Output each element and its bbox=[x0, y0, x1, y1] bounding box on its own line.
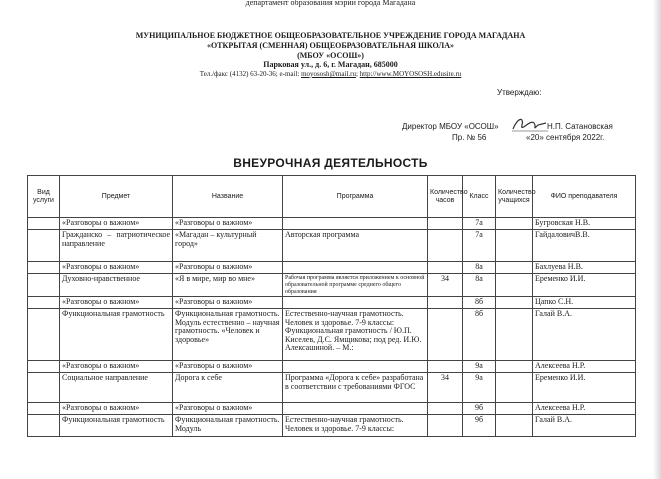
cell-hours bbox=[428, 415, 463, 437]
cell-teacher: Бугровская Н.В. bbox=[533, 218, 636, 230]
cell-class: 9а bbox=[463, 373, 496, 403]
cell-service-type bbox=[28, 415, 60, 437]
cell-service-type bbox=[28, 218, 60, 230]
org-address: Парковая ул., д. 6, г. Магадан, 685000 bbox=[263, 60, 398, 69]
cell-name: Функциональная грамотность. Модуль естественно – научная грамотность. «Человек и здоровье» bbox=[173, 309, 283, 361]
cell-class: 8а bbox=[463, 262, 496, 274]
page-title: ВНЕУРОЧНАЯ ДЕЯТЕЛЬНОСТЬ bbox=[233, 156, 428, 170]
cell-name: Дорога к себе bbox=[173, 373, 283, 403]
email-link[interactable]: moyososh@mail.ru bbox=[301, 70, 356, 78]
cell-program: Естественно-научная грамотность. Человек и здоровье. 7-9 классы: bbox=[283, 415, 428, 437]
cell-hours bbox=[428, 309, 463, 361]
org-short-name: (МБОУ «ОСОШ») bbox=[297, 51, 364, 60]
cell-teacher: Галай В.А. bbox=[533, 415, 636, 437]
cell-service-type bbox=[28, 309, 60, 361]
cell-name: «Разговоры о важном» bbox=[173, 361, 283, 373]
header-hours: Количество часов bbox=[428, 176, 463, 218]
cell-program bbox=[283, 361, 428, 373]
cell-subject: «Разговоры о важном» bbox=[60, 218, 173, 230]
cell-class: 7а bbox=[463, 230, 496, 262]
cell-program: Авторская программа bbox=[283, 230, 428, 262]
cell-subject: «Разговоры о важном» bbox=[60, 297, 173, 309]
cell-subject: Социальное направление bbox=[60, 373, 173, 403]
cell-service-type bbox=[28, 230, 60, 262]
contacts-prefix: Тел./факс (4132) 63-20-36; e-mail: bbox=[199, 70, 302, 78]
cell-class: 9б bbox=[463, 403, 496, 415]
cell-teacher: Галай В.А. bbox=[533, 309, 636, 361]
cell-class: 9а bbox=[463, 361, 496, 373]
cell-hours bbox=[428, 230, 463, 262]
cell-service-type bbox=[28, 361, 60, 373]
cell-program bbox=[283, 262, 428, 274]
cell-class: 8б bbox=[463, 309, 496, 361]
cell-name: «Магадан – культурный город» bbox=[173, 230, 283, 262]
cell-teacher: Еременко И.И. bbox=[533, 274, 636, 297]
cell-subject: Функциональная грамотность bbox=[60, 415, 173, 437]
cell-hours: 34 bbox=[428, 373, 463, 403]
header-teacher: ФИО преподавателя bbox=[533, 176, 636, 218]
cell-service-type bbox=[28, 403, 60, 415]
cell-hours bbox=[428, 403, 463, 415]
cell-service-type bbox=[28, 262, 60, 274]
cell-students bbox=[496, 218, 533, 230]
approval-label: Утверждаю: bbox=[497, 88, 542, 97]
department-line: департамент образования мэрии города Магадана bbox=[245, 0, 416, 7]
site-link[interactable]: http://www.MOYOSOSH.edusite.ru bbox=[359, 70, 462, 78]
cell-name: «Разговоры о важном» bbox=[173, 403, 283, 415]
cell-class: 8б bbox=[463, 297, 496, 309]
cell-students bbox=[496, 415, 533, 437]
cell-students bbox=[496, 373, 533, 403]
cell-hours bbox=[428, 218, 463, 230]
table-row bbox=[28, 309, 636, 361]
cell-program: Рабочая программа является приложением к основной образовательной программе среднего общего образования bbox=[283, 274, 428, 297]
cell-name: «Разговоры о важном» bbox=[173, 297, 283, 309]
header-class: Класс bbox=[463, 176, 496, 218]
cell-teacher: Бахлуева Н.В. bbox=[533, 262, 636, 274]
cell-service-type bbox=[28, 274, 60, 297]
table-row bbox=[28, 230, 636, 262]
cell-program bbox=[283, 218, 428, 230]
cell-hours bbox=[428, 297, 463, 309]
cell-students bbox=[496, 309, 533, 361]
cell-teacher: ГайдаловичВ.В. bbox=[533, 230, 636, 262]
table-row bbox=[28, 415, 636, 437]
cell-subject: «Разговоры о важном» bbox=[60, 403, 173, 415]
table-row bbox=[28, 297, 636, 309]
cell-service-type bbox=[28, 297, 60, 309]
header-service-type: Вид услуги bbox=[28, 176, 60, 218]
cell-hours bbox=[428, 361, 463, 373]
cell-students bbox=[496, 262, 533, 274]
table-row bbox=[28, 373, 636, 403]
table-row bbox=[28, 274, 636, 297]
cell-service-type bbox=[28, 373, 60, 403]
cell-teacher: Цапко С.Н. bbox=[533, 297, 636, 309]
cell-students bbox=[496, 274, 533, 297]
cell-students bbox=[496, 403, 533, 415]
table-header-row bbox=[28, 176, 636, 218]
header-students: Количество учащихся bbox=[496, 176, 533, 218]
cell-name: «Я в мире, мир во мне» bbox=[173, 274, 283, 297]
cell-teacher: Еременко И.И. bbox=[533, 373, 636, 403]
org-name-line1: МУНИЦИПАЛЬНОЕ БЮДЖЕТНОЕ ОБЩЕОБРАЗОВАТЕЛЬНОЕ УЧРЕЖДЕНИЕ ГОРОДА МАГАДАНА bbox=[135, 31, 526, 40]
director-name: Н.П. Сатановская bbox=[547, 122, 613, 131]
cell-teacher: Алексеева Н.Р. bbox=[533, 361, 636, 373]
cell-students bbox=[496, 361, 533, 373]
director-title: Директор МБОУ «ОСОШ» bbox=[402, 122, 499, 131]
cell-subject: Гражданско – патриотическое направление bbox=[60, 230, 173, 262]
cell-class: 9б bbox=[463, 415, 496, 437]
contacts-separator: ; bbox=[355, 70, 360, 78]
cell-program bbox=[283, 403, 428, 415]
cell-name: «Разговоры о важном» bbox=[173, 218, 283, 230]
cell-subject: Духовно-нравственное bbox=[60, 274, 173, 297]
cell-subject: Функциональная грамотность bbox=[60, 309, 173, 361]
org-contacts bbox=[0, 70, 661, 79]
cell-class: 8а bbox=[463, 274, 496, 297]
activities-table bbox=[27, 175, 636, 437]
order-date: «20» сентября 2022г. bbox=[526, 133, 605, 142]
table-row bbox=[28, 361, 636, 373]
cell-subject: «Разговоры о важном» bbox=[60, 262, 173, 274]
cell-program: Естественно-научная грамотность. Человек и здоровье. 7-9 классы: Функциональная грамотность / Ю.П. Киселев, Д.С. Ямщикова; под ред. И.Ю. Алексашиной. – М.: bbox=[283, 309, 428, 361]
cell-hours bbox=[428, 262, 463, 274]
header-subject: Предмет bbox=[60, 176, 173, 218]
cell-name: Функциональная грамотность. Модуль bbox=[173, 415, 283, 437]
cell-program: Программа «Дорога к себе» разработана в соответствии с требованиями ФГОС bbox=[283, 373, 428, 403]
header-name: Название bbox=[173, 176, 283, 218]
cell-name: «Разговоры о важном» bbox=[173, 262, 283, 274]
cell-hours: 34 bbox=[428, 274, 463, 297]
order-number: Пр. № 56 bbox=[452, 133, 487, 142]
table-row bbox=[28, 262, 636, 274]
table-row bbox=[28, 218, 636, 230]
cell-students bbox=[496, 230, 533, 262]
table-row bbox=[28, 403, 636, 415]
header-program: Программа bbox=[283, 176, 428, 218]
org-name-line2: «ОТКРЫТАЯ (СМЕННАЯ) ОБЩЕОБРАЗОВАТЕЛЬНАЯ ШКОЛА» bbox=[206, 41, 455, 50]
cell-program bbox=[283, 297, 428, 309]
cell-class: 7а bbox=[463, 218, 496, 230]
cell-teacher: Алексеева Н.Р. bbox=[533, 403, 636, 415]
cell-subject: «Разговоры о важном» bbox=[60, 361, 173, 373]
cell-students bbox=[496, 297, 533, 309]
